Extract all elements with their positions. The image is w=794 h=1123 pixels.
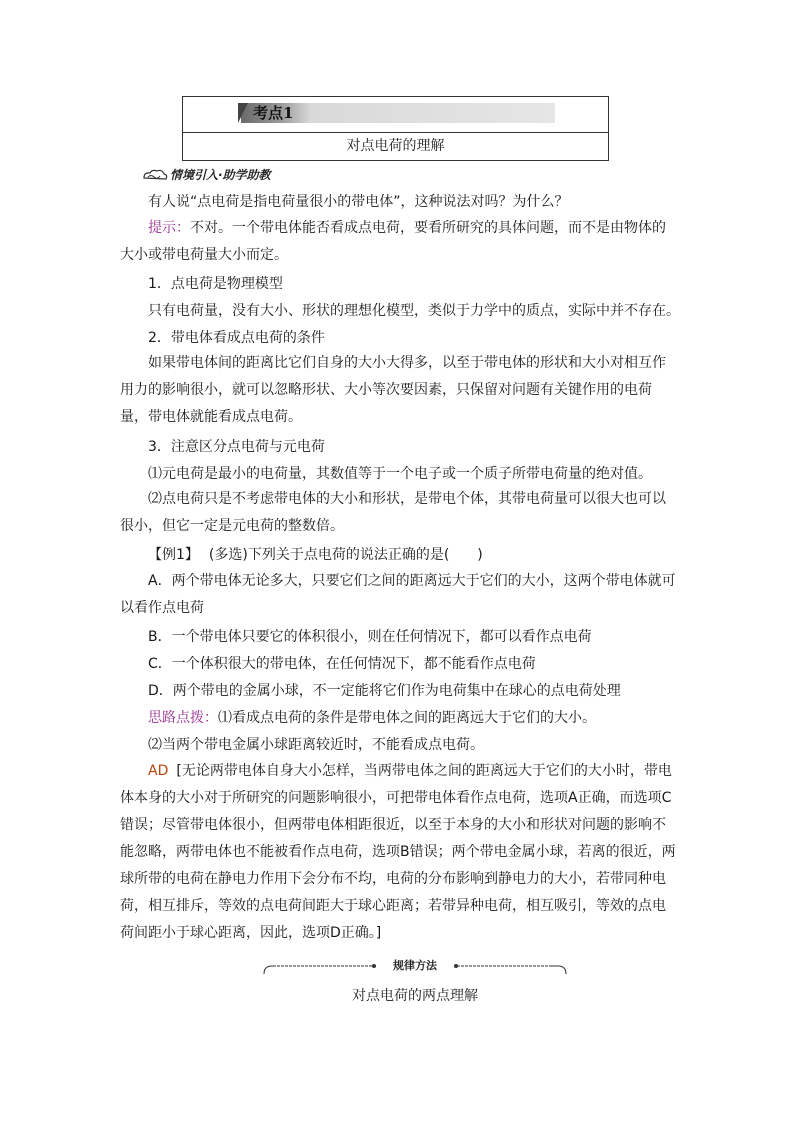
method-divider — [262, 958, 568, 976]
section-tab-notch — [238, 103, 248, 123]
option-a: A．两个带电体无论多大，只要它们之间的距离远大于它们的大小，这两个带电体就可以看作点电荷 — [120, 573, 676, 616]
thinking-tip — [148, 708, 596, 728]
point-3-a: ⑴元电荷是最小的电荷量，其数值等于一个电子或一个质子所带电荷量的绝对值。 — [148, 466, 652, 482]
method-title: 对点电荷的两点理解 — [352, 988, 478, 1004]
hint-text: 不对。一个带电体能否看成点电荷，要看所研究的具体问题，而不是由物体的大小或带电荷量大小而定。 — [120, 220, 666, 263]
answer-explanation — [120, 758, 676, 947]
tip-2: ⑵当两个带电金属小球距离较近时，不能看成点电荷。 — [148, 737, 484, 753]
example-question: (多选)下列关于点电荷的说法正确的是( ) — [208, 547, 483, 563]
answer: AD — [148, 763, 169, 779]
tip-label: 思路点拨： — [148, 710, 218, 726]
option-c: C．一个体积很大的带电体，在任何情况下，都不能看作点电荷 — [148, 656, 536, 672]
section-header-box — [182, 96, 609, 161]
point-1-body: 只有电荷量，没有大小、形状的理想化模型，类似于力学中的质点，实际中并不存在。 — [148, 303, 680, 319]
point-3-b: ⑵点电荷只是不考虑带电体的大小和形状，是带电个体，其带电荷量可以很大也可以很小，但它一定是元电荷的整数倍。 — [120, 491, 666, 534]
intro-tag — [142, 166, 271, 183]
option-d: D．两个带电的金属小球，不一定能将它们作为电荷集中在球心的点电荷处理 — [148, 683, 621, 699]
section-title: 对点电荷的理解 — [346, 138, 445, 154]
cloud-swirl-icon — [142, 168, 168, 182]
point-3-title: 3．注意区分点电荷与元电荷 — [148, 439, 325, 455]
intro-question: 有人说“点电荷是指电荷量很小的带电体”，这种说法对吗？为什么？ — [148, 194, 569, 210]
intro-tag-label: 情境引入·助学助教 — [170, 168, 271, 182]
point-2-title: 2．带电体看成点电荷的条件 — [148, 330, 325, 346]
hint-label: 提示： — [148, 220, 190, 236]
intro-hint — [120, 215, 676, 269]
point-2-body: 如果带电体间的距离比它们自身的大小大得多，以至于带电体的形状和大小对相互作用力的影响很小，就可以忽略形状、大小等次要因素，只保留对问题有关键作用的电荷量，带电体就能看成点电荷。 — [120, 355, 666, 425]
section-divider — [183, 132, 608, 133]
option-b: B．一个带电体只要它的体积很小，则在任何情况下，都可以看作点电荷 — [148, 629, 592, 645]
point-1-title: 1．点电荷是物理模型 — [148, 276, 283, 292]
example-label: 【例1】 — [148, 547, 199, 563]
example-stem — [148, 545, 483, 565]
section-label: 考点1 — [253, 104, 294, 122]
tip-1: ⑴看成点电荷的条件是带电体之间的距离远大于它们的大小。 — [218, 710, 596, 726]
method-tag: 规律方法 — [393, 959, 437, 972]
explanation: [无论两带电体自身大小怎样，当两带电体之间的距离远大于它们的大小时，带电体本身的大小对于所研究的问题影响很小，可把带电体看作点电荷，选项A正确，而选项C错误；尽管带电体很小，但两带电体相距很近，以至于本身的大小和形状对问题的影响不能忽略，两带电体也不能被看作点电荷，选项B错误；两个带电金属小球，若离的很近，两球所带的电荷在静电力作用下会分布不均，电荷的分布影响到静电力的大小，若带同种电荷，相互排斥，等效的点电荷间距大于球心距离；若带异种电荷，相互吸引，等效的点电荷间距小于球心距离，因此，选项D正确。] — [120, 763, 676, 941]
